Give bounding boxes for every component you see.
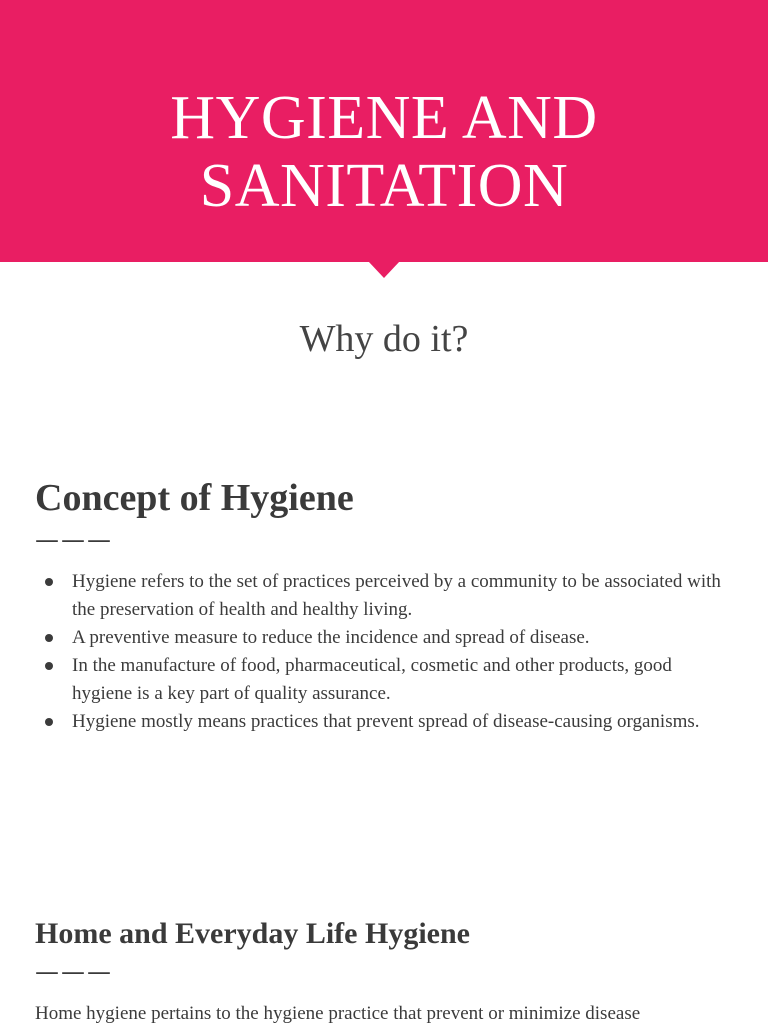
page-title-line-2: SANITATION	[199, 152, 569, 220]
page-title-line-1: HYGIENE AND	[170, 84, 598, 152]
list-item-text: In the manufacture of food, pharmaceutical, cosmetic and other products, good hygiene is a key part of quality assurance.	[72, 655, 672, 704]
bullet-icon	[45, 718, 53, 726]
section-rule: ———	[35, 958, 113, 986]
concept-heading: Concept of Hygiene	[35, 477, 354, 519]
page-title	[0, 84, 768, 220]
list-item	[44, 708, 734, 736]
bullet-icon	[45, 578, 53, 586]
home-hygiene-paragraph: Home hygiene pertains to the hygiene practice that prevent or minimize disease	[35, 1003, 641, 1024]
list-item	[44, 624, 734, 652]
list-item-text: A preventive measure to reduce the incidence and spread of disease.	[72, 627, 590, 648]
home-hygiene-heading: Home and Everyday Life Hygiene	[35, 917, 470, 950]
page-subtitle: Why do it?	[299, 318, 469, 360]
list-item-text: Hygiene refers to the set of practices perceived by a community to be associated with the preservation of health and healthy living.	[72, 571, 721, 620]
list-item-text: Hygiene mostly means practices that prevent spread of disease-causing organisms.	[72, 711, 700, 732]
bullet-icon	[45, 662, 53, 670]
section-rule: ———	[35, 526, 113, 554]
list-item	[44, 568, 734, 624]
banner-pointer	[368, 261, 400, 278]
list-item	[44, 652, 734, 708]
bullet-icon	[45, 634, 53, 642]
concept-bullet-list	[44, 568, 734, 736]
